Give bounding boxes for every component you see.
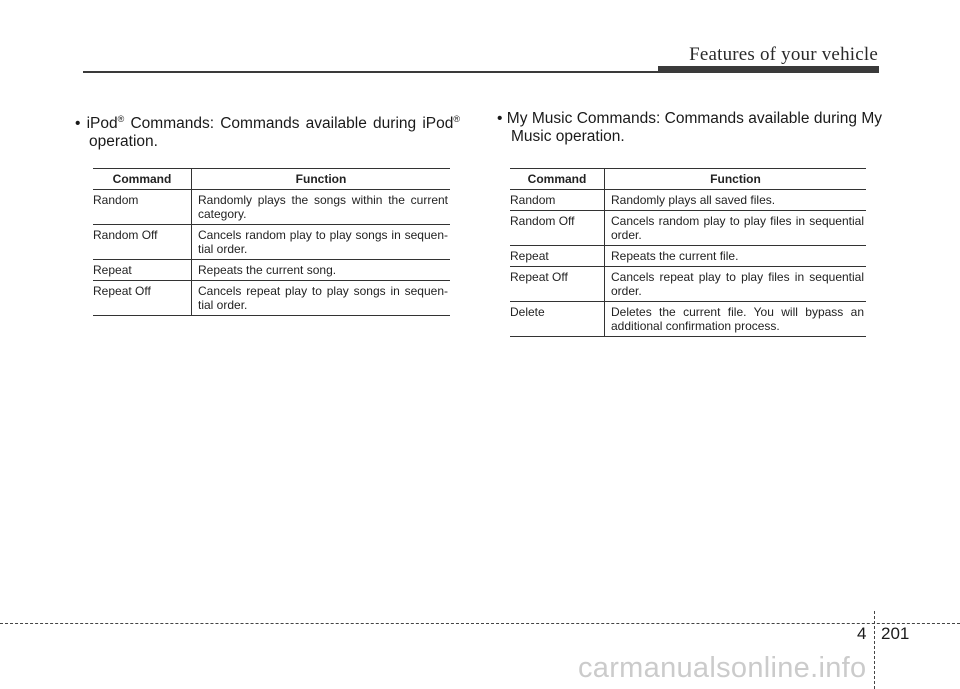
table-row <box>93 281 450 316</box>
my-music-commands-table <box>510 168 866 337</box>
command-cell: Random Off <box>510 211 605 246</box>
function-cell: Randomly plays all saved files. <box>605 190 867 211</box>
ipod-intro-middle: Commands: Commands available during iPod <box>124 115 454 132</box>
ipod-intro-suffix: operation. <box>89 133 158 150</box>
table-row <box>93 190 450 225</box>
ipod-intro-prefix: • iPod <box>75 115 118 132</box>
my-music-intro: • My Music Commands: Commands available during My Music operation. <box>497 110 882 145</box>
chapter-number: 4 <box>857 624 867 643</box>
function-cell: Cancels random play to play files in sequential order. <box>605 211 867 246</box>
command-cell: Delete <box>510 302 605 337</box>
table-row <box>510 190 866 211</box>
ipod-commands-section <box>75 110 460 312</box>
table-row <box>510 211 866 246</box>
my-music-commands-section <box>497 110 882 333</box>
command-cell: Random <box>93 190 192 225</box>
command-cell: Random <box>510 190 605 211</box>
function-cell: Cancels random play to play songs in sequen-tial order. <box>192 225 451 260</box>
function-cell: Deletes the current file. You will bypass an additional confirmation process. <box>605 302 867 337</box>
command-cell: Repeat <box>510 246 605 267</box>
ipod-commands-table <box>93 168 450 316</box>
column-header-command: Command <box>93 169 192 190</box>
table-row <box>510 267 866 302</box>
registered-mark: ® <box>453 114 460 124</box>
column-header-function: Function <box>192 169 451 190</box>
table-row <box>93 225 450 260</box>
table-row <box>510 302 866 337</box>
function-cell: Repeats the current file. <box>605 246 867 267</box>
header-rule-accent <box>658 66 879 73</box>
ipod-intro <box>75 110 460 151</box>
page-number-divider <box>874 611 875 689</box>
table-row <box>510 246 866 267</box>
section-title: Features of your vehicle <box>689 44 878 65</box>
page-number: 201 <box>881 624 910 643</box>
function-cell: Cancels repeat play to play songs in sequen-tial order. <box>192 281 451 316</box>
table-header-row <box>510 169 866 190</box>
table-row <box>93 260 450 281</box>
command-cell: Random Off <box>93 225 192 260</box>
command-cell: Repeat <box>93 260 192 281</box>
command-cell: Repeat Off <box>93 281 192 316</box>
table-header-row <box>93 169 450 190</box>
footer-rule <box>0 623 960 624</box>
function-cell: Cancels repeat play to play files in sequential order. <box>605 267 867 302</box>
function-cell: Randomly plays the songs within the current category. <box>192 190 451 225</box>
watermark: carmanualsonline.info <box>578 652 867 684</box>
column-header-command: Command <box>510 169 605 190</box>
command-cell: Repeat Off <box>510 267 605 302</box>
column-header-function: Function <box>605 169 867 190</box>
function-cell: Repeats the current song. <box>192 260 451 281</box>
registered-mark: ® <box>117 114 125 124</box>
